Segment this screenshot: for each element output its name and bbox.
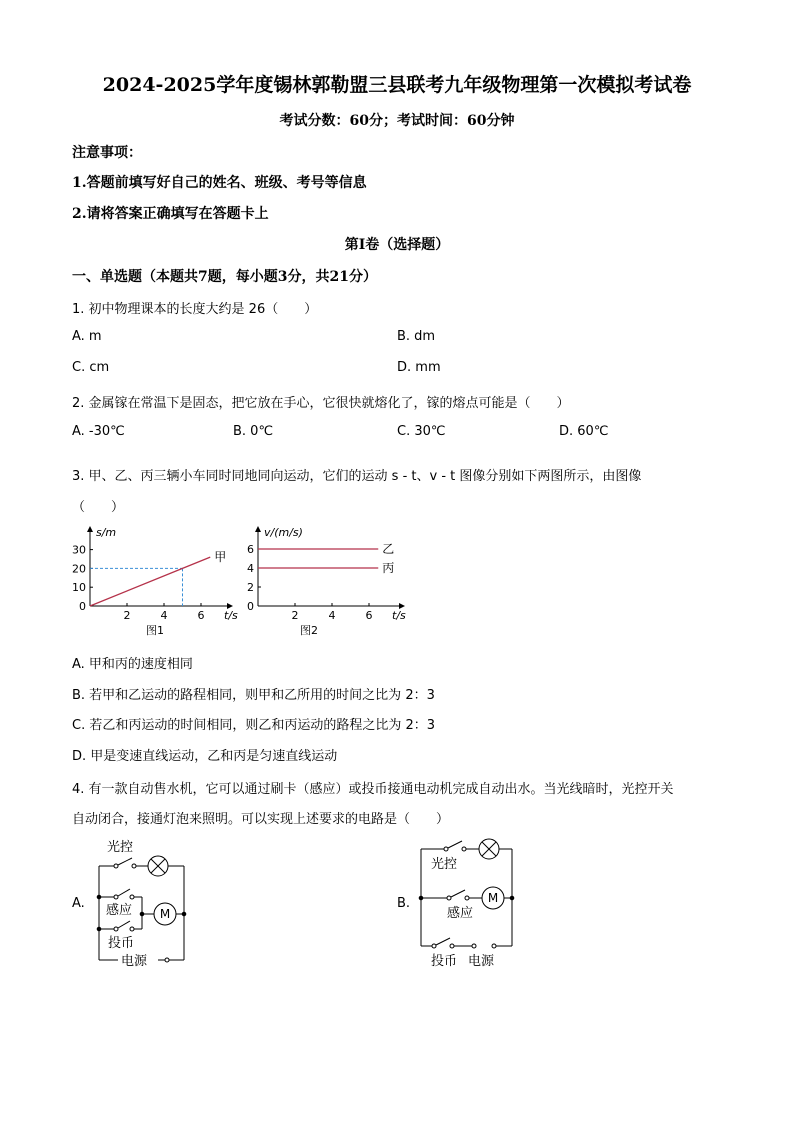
q4-option-a-label: A.: [72, 896, 85, 911]
q2-option-d: D. 60℃: [559, 424, 609, 439]
q3-option-b: B. 若甲和乙运动的路程相同，则甲和乙所用的时间之比为 2：3: [72, 688, 435, 703]
fig2-ytick-label: 6: [247, 543, 254, 556]
fig1-xtick-label: 6: [197, 609, 205, 622]
fig1-ytick-label: 10: [72, 581, 86, 595]
circuit-a-coin-label: 投币: [108, 936, 135, 951]
q1-option-a: A. m: [72, 329, 102, 344]
fig1-ytick-label: 30: [72, 543, 86, 557]
fig2-ytick-label: 2: [247, 581, 254, 594]
fig1-ytick-label: 20: [72, 562, 86, 576]
fig2-ylabel: v/(m/s): [264, 526, 303, 539]
q1-option-d: D. mm: [397, 360, 441, 375]
fig2-ytick-label: 0: [247, 600, 254, 613]
fig2-caption: 图2: [300, 624, 318, 637]
circuit-b-light-label: 光控: [431, 857, 458, 872]
note-item-2: 2.请将答案正确填写在答题卡上: [72, 206, 269, 222]
fig1-xlabel: t/s: [224, 609, 238, 622]
q4-stem-line1: 4. 有一款自动售水机，它可以通过刷卡（感应）或投币接通电动机完成自动出水。当光线暗时，光控开关: [72, 782, 674, 797]
exam-title: 2024-2025学年度锡林郭勒盟三县联考九年级物理第一次模拟考试卷: [102, 74, 692, 96]
volume-title: 第I卷（选择题）: [344, 237, 450, 253]
fig2-series-label-2: 丙: [382, 561, 395, 575]
q3-stem-line1: 3. 甲、乙、丙三辆小车同时同地同向运动，它们的运动 s - t、v - t 图像分别如下两图所示，由图像: [72, 469, 642, 484]
notes-heading: 注意事项：: [72, 145, 142, 161]
fig1-st-graph: [66, 523, 236, 641]
fig1-series-line-1: [90, 557, 210, 606]
q2-option-c: C. 30℃: [397, 424, 446, 439]
q2-stem: 2. 金属镓在常温下是固态，把它放在手心，它很快就熔化了，镓的熔点可能是（ ）: [72, 396, 570, 411]
note-item-1: 1.答题前填写好自己的姓名、班级、考号等信息: [72, 175, 367, 191]
circuit-a-diagram: [92, 836, 202, 971]
q4-option-b-label: B.: [397, 896, 411, 911]
q4-stem-line2: 自动闭合，接通灯泡来照明。可以实现上述要求的电路是（ ）: [72, 812, 450, 827]
q3-option-d: D. 甲是变速直线运动，乙和丙是匀速直线运动: [72, 749, 338, 764]
q2-option-a: A. -30℃: [72, 424, 125, 439]
circuit-b-power-label: 电源: [468, 954, 495, 969]
fig2-vt-graph: [238, 523, 418, 641]
circuit-a-sense-label: 感应: [106, 903, 133, 918]
circuit-a-motor-label: M: [159, 907, 171, 921]
circuit-a-power-label: 电源: [121, 954, 148, 969]
q3-option-c: C. 若乙和丙运动的时间相同，则乙和丙运动的路程之比为 2：3: [72, 718, 436, 733]
fig2-xtick-label: 6: [365, 609, 373, 622]
fig1-caption: 图1: [146, 624, 164, 637]
fig1-xtick-label: 4: [160, 609, 168, 622]
fig1-xtick-label: 2: [123, 609, 131, 622]
q1-stem: 1. 初中物理课本的长度大约是 26（ ）: [72, 302, 318, 317]
fig1-ytick-label: 0: [79, 600, 86, 613]
q1-option-b: B. dm: [397, 329, 436, 344]
fig1-series-label-1: 甲: [214, 550, 227, 565]
exam-subtitle: 考试分数：60分；考试时间：60分钟: [279, 113, 515, 129]
fig2-ytick-label: 4: [247, 562, 254, 575]
fig2-xlabel: t/s: [392, 609, 406, 622]
section-title: 一、单选题（本题共7题，每小题3分，共21分）: [72, 269, 377, 285]
q2-option-b: B. 0℃: [233, 424, 274, 439]
circuit-a-light-label: 光控: [107, 840, 134, 855]
circuit-b-sense-label: 感应: [447, 906, 474, 921]
circuit-b-diagram: [416, 830, 526, 975]
q3-stem-line2: （ ）: [72, 500, 125, 515]
fig2-series-label-1: 乙: [382, 542, 395, 556]
fig2-xtick-label: 4: [328, 609, 336, 622]
q1-option-c: C. cm: [72, 360, 110, 375]
fig2-xtick-label: 2: [291, 609, 299, 622]
fig1-ylabel: s/m: [96, 526, 117, 539]
q3-option-a: A. 甲和丙的速度相同: [72, 657, 193, 672]
circuit-b-motor-label: M: [487, 891, 499, 905]
circuit-b-coin-label: 投币: [431, 954, 458, 969]
